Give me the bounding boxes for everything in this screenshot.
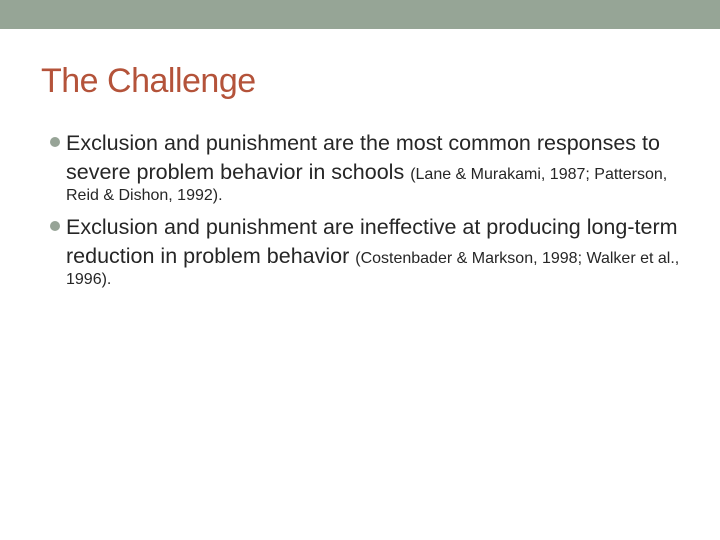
- slide-title: The Challenge: [41, 62, 256, 100]
- bullet-dot-icon: [50, 221, 60, 231]
- bullet-citation: (Costenbader & Markson, 1998; Walker et al., 1996).: [66, 250, 680, 288]
- bullet-citation: (Lane & Murakami, 1987; Patterson, Reid & Dishon, 1992).: [66, 166, 668, 204]
- header-band: [0, 0, 720, 29]
- bullet-list: [50, 129, 690, 297]
- bullet-text: Exclusion and punishment are the most common responses to severe problem behavior in schools: [66, 131, 660, 184]
- bullet-item: [50, 129, 690, 205]
- bullet-item: [50, 213, 690, 289]
- bullet-dot-icon: [50, 137, 60, 147]
- bullet-text: Exclusion and punishment are ineffective at producing long-term reduction in problem behavior: [66, 215, 678, 268]
